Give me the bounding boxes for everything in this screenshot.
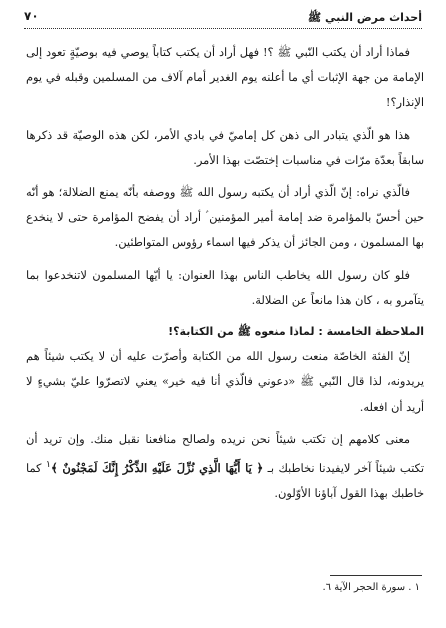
section-subheading: الملاحظة الخامسة : لماذا منعوه ﷺ من الكتابة؟! bbox=[168, 325, 424, 339]
footnote: ١ . سورة الحجر الآية ٦. bbox=[322, 582, 420, 593]
quran-verse: ﴿ يَا أَيُّهَا الَّذِي نُزِّلَ عَلَيْهِ الذِّكْرُ إِنَّكَ لَمَجْنُونٌ ﴾ bbox=[50, 460, 264, 475]
running-title: أحداث مرض النبي ﷺ bbox=[307, 11, 422, 24]
paragraph-6-text: معنى كلامهم إن تكتب شيئاً نحن نريده ولصالح منافعنا نقبل منك. وإن تريد أن تكتب شيئاً آخر لايفيدنا نخاطبك بـ bbox=[26, 431, 424, 475]
page-header bbox=[24, 8, 422, 29]
paragraph-3: فالّذي نراه: إنّ الّذي أراد أن يكتبه رسول الله ﷺ ووصفه بأنّه يمنع الضلالة؛ هو أنّه حين أحسّ بالمؤامرة ضد إمامة أمير المؤمنين ؑ أراد أن يفضح المؤامرة حتى لا ينخدع بها المسلمون ، ومن الجائز أن يذكر فيها اسماء رؤوس المتواطئين. bbox=[26, 185, 424, 250]
paragraph-6 bbox=[26, 427, 424, 506]
footnote-divider bbox=[330, 575, 422, 576]
paragraph-6-end: كما خاطبك بهذا القول آباؤنا الأوّلون. bbox=[26, 460, 424, 501]
paragraph-2: هذا هو الّذي يتبادر الى ذهن كل إماميّ في بادي الأمر، لكن هذه الوصيّة قد ذكرها سابقاً بعدّة مرّات في مناسبات إختصّت بهذا الأمر. bbox=[26, 127, 424, 167]
paragraph-5: إنّ الفئة الخاصّة منعت رسول الله من الكتابة وأصرّت عليه أن لا يكتب شيئاً هم يريدونه، لذا قال النّبي ﷺ «دعوني فالّذي أنا فيه خير» يعني لاتصرّوا عليّ بشيءٍ لا أريد أن افعله. bbox=[26, 349, 424, 414]
page-number: ٧٠ bbox=[24, 9, 39, 23]
paragraph-1: فماذا أراد أن يكتب النّبي ﷺ ؟! فهل أراد أن يكتب كتاباً يوصي فيه بوصيّةٍ تعود إلى الإمامة من جهة الإثبات أي ما أعلنه يوم الغدير أمام آلاف من المسلمين وقبله في يوم الإنذار؟! bbox=[26, 45, 424, 110]
footnote-marker: ١ bbox=[45, 459, 51, 471]
paragraph-4: فلو كان رسول الله يخاطب الناس بهذا العنوان: يا أيّها المسلمون لاتنخدعوا بما يتآمرو به ، كان هذا مانعاً عن الضلالة. bbox=[26, 267, 424, 307]
page-body bbox=[26, 40, 424, 506]
